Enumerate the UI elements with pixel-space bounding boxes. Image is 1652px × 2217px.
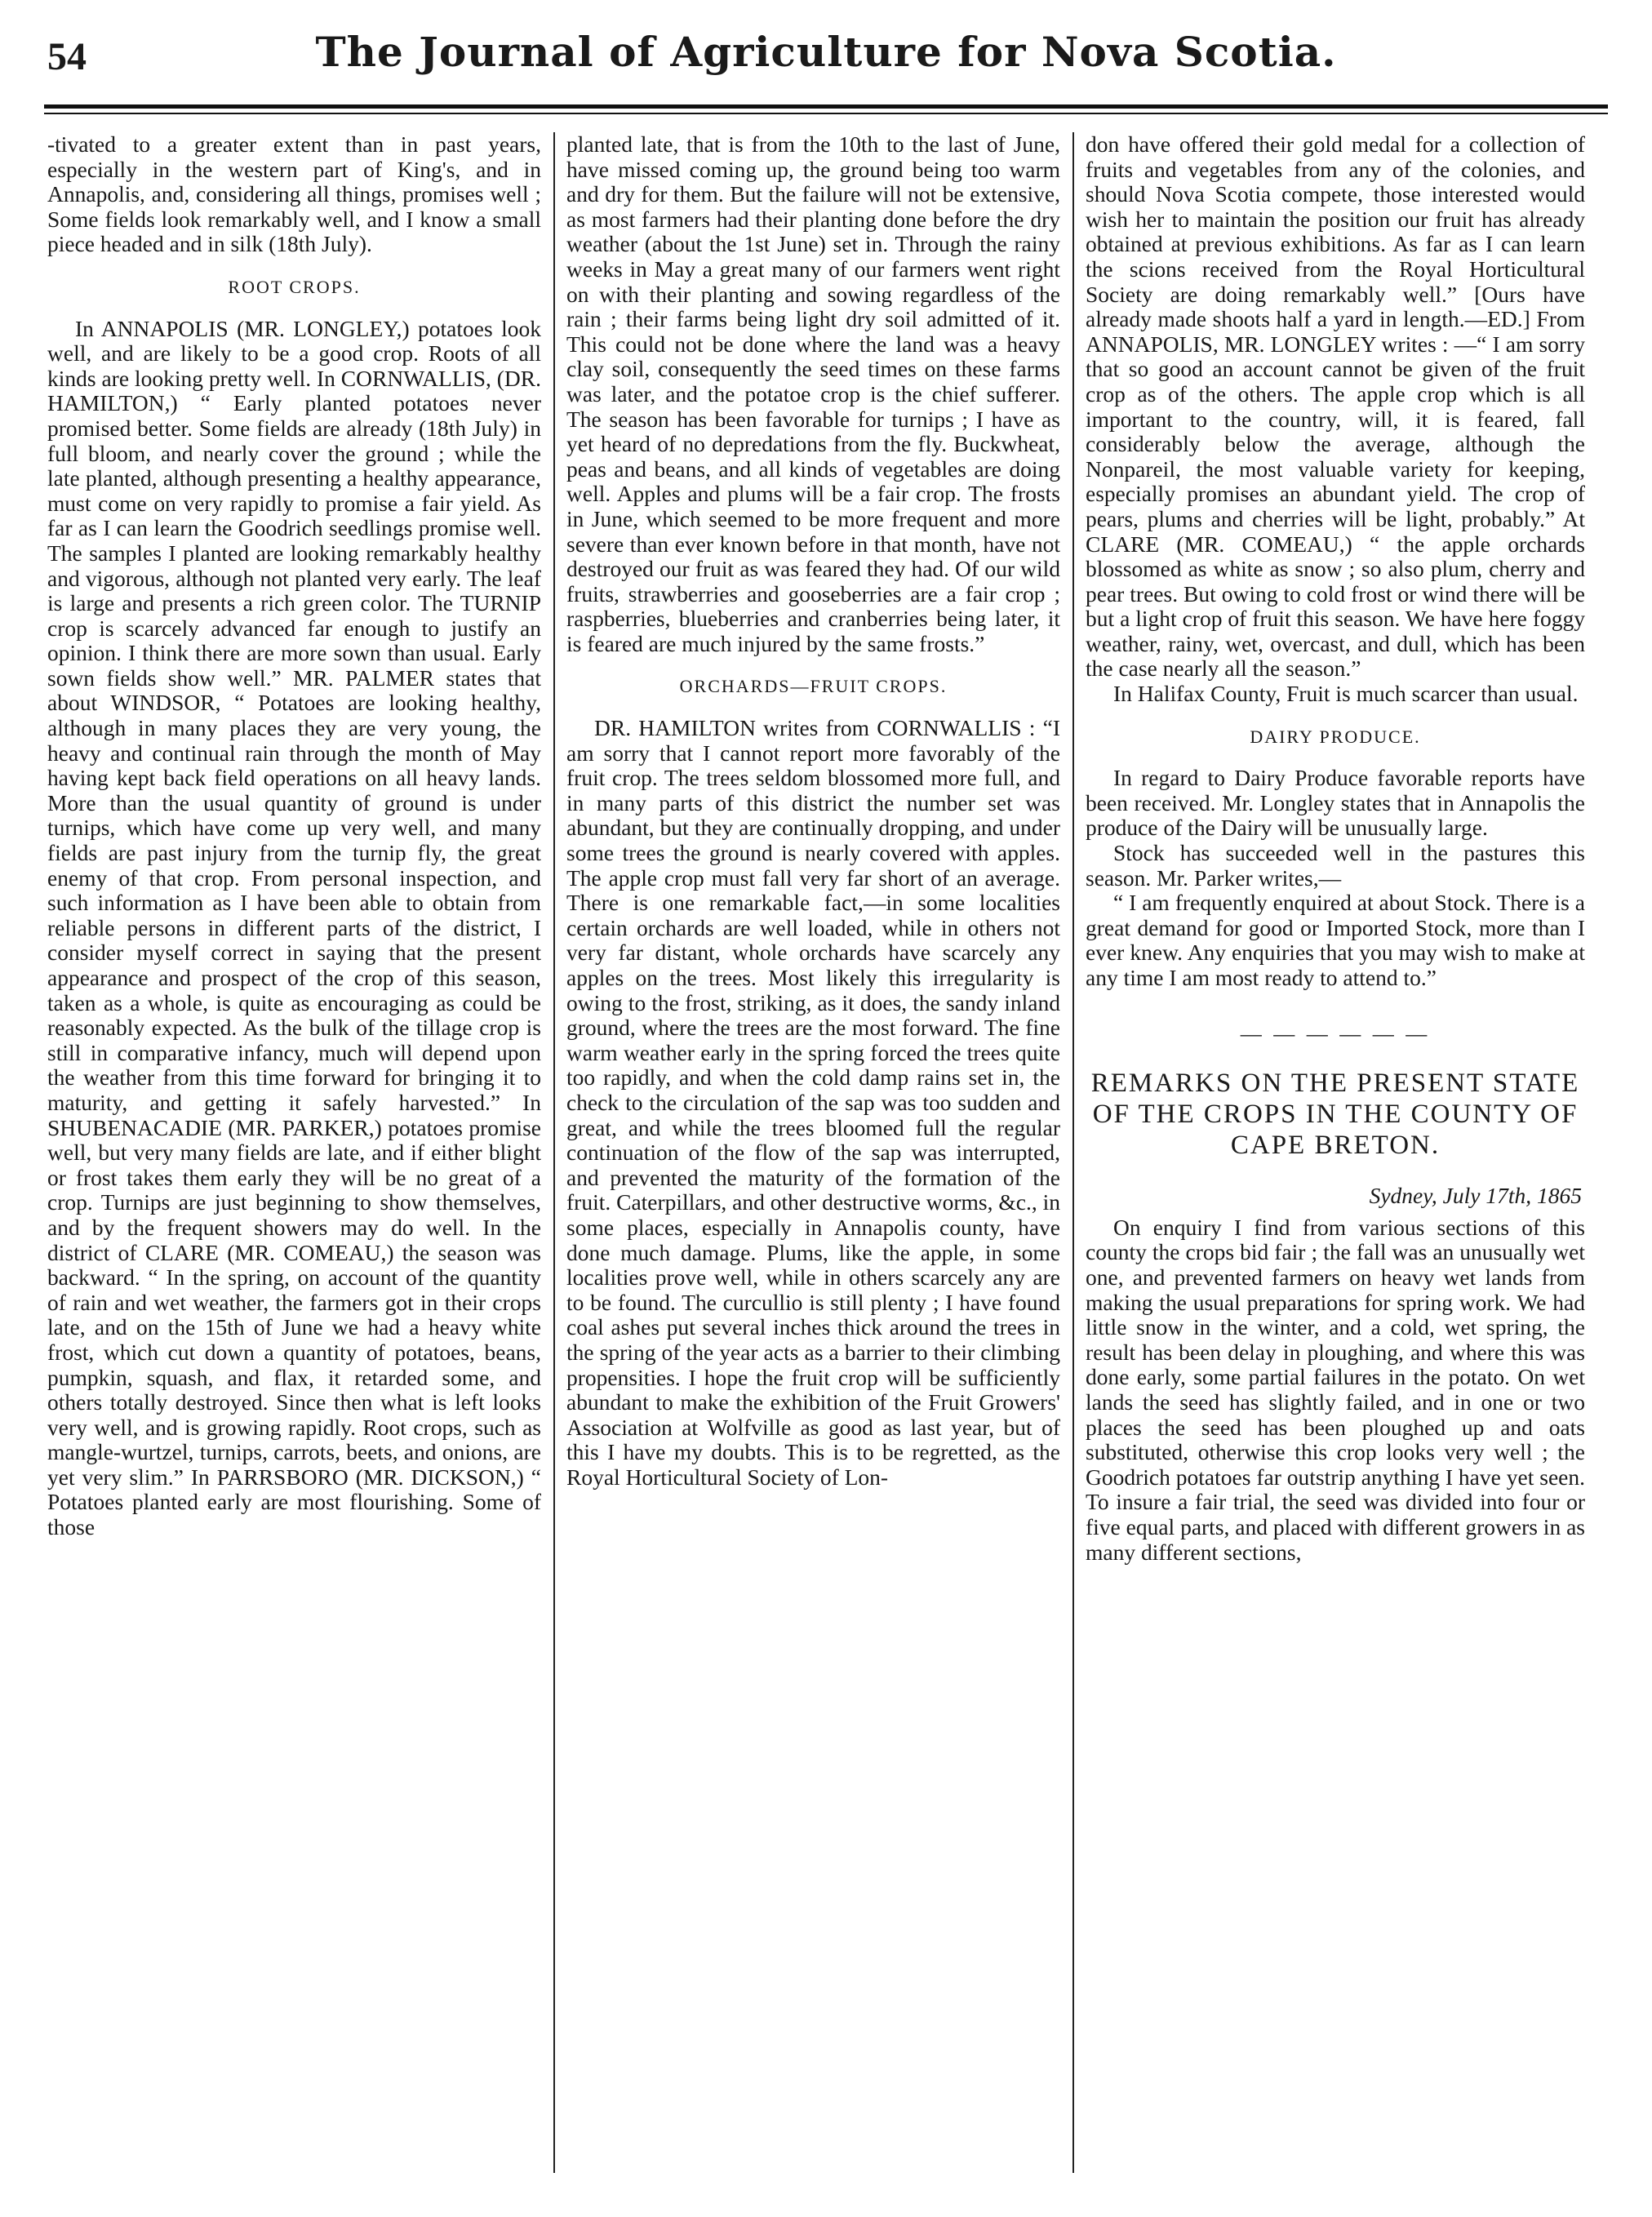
column-2 bbox=[566, 132, 1060, 2189]
header-rule-thick bbox=[44, 104, 1608, 109]
paragraph: DR. HAMILTON writes from CORNWALLIS : “I am sorry that I cannot report more favorably of the fruit crop. The trees seldom blossomed more full, and in many parts of this district the number set was abundant, but they are continually dropping, and under some trees the ground is nearly covered with apples. The apple crop must fall very far short of an average. There is one remarkable fact,—in some localities certain orchards are well loaded, while in others not very far distant, whole orchards have scarcely any apples on the trees. Most likely this irregularity is owing to the frost, striking, as it does, the sandy inland ground, where the trees are the most forward. The fine warm weather early in the spring forced the trees quite too rapidly, and when the cold damp rains set in, the check to the circulation of the sap was too sudden and great, and while the trees bloomed full the regular continuation of the flow of the sap was interrupted, and prevented the maturity of the formation of the fruit. Caterpillars, and other destructive worms, &c., in some places, especially in Annapolis county, have done much damage. Plums, like the apple, in some localities prove well, while in others scarcely any are to be found. The curcullio is still plenty ; I have found coal ashes put several inches thick around the trees in the spring of the year acts as a barrier to their climbing propensities. I hope the fruit crop will be sufficiently abundant to make the exhibition of the Fruit Growers' Association at Wolfville as good as last year, but of this I have my doubts. This is to be regretted, as the Royal Horticultural Society of Lon- bbox=[566, 715, 1060, 1490]
column-divider-right bbox=[1072, 132, 1074, 2173]
header-rule-thin bbox=[44, 113, 1608, 114]
paragraph: don have offered their gold medal for a collection of fruits and vegetables from any of the colonies, and should Nova Scotia compete, those interested would wish her to maintain the position our fruit has already obtained at previous exhibitions. As far as I can learn the scions received from the Royal Horticultural Society are doing remarkably well.” [Ours have already made shoots half a yard in length.—ED.] From ANNAPOLIS, MR. LONGLEY writes : —“ I am sorry that so good an account cannot be given of the fruit crop as of the others. The apple crop which is all important to the country, will, it is feared, fall considerably below the average, although the Nonpareil, the most valuable variety for keeping, especially promises an abundant yield. The crop of pears, plums and cherries will be light, probably.” At CLARE (MR. COMEAU,) “ the apple orchards blossomed as white as snow ; so also plum, cherry and pear trees. But owing to cold frost or wind there will be but a light crop of fruit this season. We have here foggy weather, rainy, wet, overcast, and dull, which has been the case nearly all the season.” bbox=[1086, 132, 1585, 682]
paragraph: In ANNAPOLIS (MR. LONGLEY,) potatoes look well, and are likely to be a good crop. Roots of all kinds are looking pretty well. In CORNWALLIS, (DR. HAMILTON,) “ Early planted potatoes never promised better. Some fields are already (18th July) in full bloom, and nearly cover the ground ; while the late planted, although presenting a healthy appearance, must come on very rapidly to promise a fair yield. As far as I can learn the Goodrich seedlings promise well. The samples I planted are looking remarkably healthy and vigorous, although not planted very early. The leaf is large and presents a rich green color. The TURNIP crop is scarcely advanced far enough to justify an opinion. I think there are more sown than usual. Early sown fields show well.” MR. PALMER states that about WINDSOR, “ Potatoes are looking healthy, although in many places they are very young, the heavy and continual rain through the month of May having kept back field operations on all heavy lands. More than the usual quantity of ground is under turnips, which have come up very well, and many fields are past injury from the turnip fly, the great enemy of that crop. From personal inspection, and such information as I have been able to obtain from reliable persons in different parts of the district, I consider myself correct in saying that the present appearance and prospect of the crop of this season, taken as a whole, is quite as encouraging as could be reasonably expected. As the bulk of the tillage crop is still in comparative infancy, much will depend upon the weather from this time forward for bringing it to maturity, and getting it safely harvested.” In SHUBENACADIE (MR. PARKER,) potatoes promise well, but very many fields are late, and if either blight or frost takes them early they will be no great of a crop. Turnips are just beginning to show themselves, and by the frequent showers may do well. In the district of CLARE (MR. COMEAU,) the season was backward. “ In the spring, on account of the quantity of rain and wet weather, the farmers got in their crops late, and on the 15th of June we had a heavy white frost, which cut down a quantity of potatoes, beans, pumpkin, squash, and flax, it retarded some, and others totally destroyed. Since then what is left looks very well, and is growing rapidly. Root crops, such as mangle-wurtzel, turnips, carrots, beets, and onions, are yet very slim.” In PARRSBORO (MR. DICKSON,) “ Potatoes planted early are most flourishing. Some of those bbox=[47, 315, 541, 1540]
section-heading-orchards: ORCHARDS—FRUIT CROPS. bbox=[679, 676, 948, 697]
paragraph: -tivated to a greater extent than in past years, especially in the western part of King's, and in Annapolis, and, considering all things, promises well ; Some fields look remarkably well, and I know a small piece headed and in silk (18th July). bbox=[47, 132, 541, 257]
paragraph: In Halifax County, Fruit is much scarcer than usual. bbox=[1113, 681, 1579, 707]
section-heading-root-crops: ROOT CROPS. bbox=[228, 276, 361, 297]
paragraph: planted late, that is from the 10th to the last of June, have missed coming up, the ground being too warm and dry for them. But the failure will not be extensive, as most farmers had their planting done before the dry weather (about the 1st June) set in. Through the rainy weeks in May a great many of our farmers went right on with their planting and sowing regardless of the rain ; their farms being light dry soil admitted of it. This could not be done where the land was a heavy clay soil, consequently the seed times on these farms was later, and the potatoe crop is the chief sufferer. The season has been favorable for turnips ; I have as yet heard of no depredations from the fly. Buckwheat, peas and beans, and all kinds of vegetables are doing well. Apples and plums will be a fair crop. The frosts in June, which seemed to be more frequent and more severe than ever known before in that month, have not destroyed our fruit as was feared they had. Of our wild fruits, strawberries and gooseberries are a fair crop ; raspberries, blueberries and cranberries being later, it is feared are much injured by the same frosts.” bbox=[566, 132, 1060, 656]
paragraph: “ I am frequently enquired at about Stock. There is a great demand for good or Imported Stock, more than I ever knew. Any enquiries that you may wish to make at any time I am most ready to attend to.” bbox=[1086, 890, 1585, 990]
column-3 bbox=[1086, 132, 1585, 2189]
section-heading-dairy: DAIRY PRODUCE. bbox=[1250, 726, 1421, 747]
page-number: 54 bbox=[47, 35, 87, 78]
column-1 bbox=[47, 132, 541, 2189]
paragraph: On enquiry I find from various sections of this county the crops bid fair ; the fall was an unusually wet one, and prevented farmers on heavy wet lands from making the usual preparations for spring work. We had little snow in the winter, and a cold, wet spring, the result has been delay in ploughing, and where this was done early, some partial failures in the potato. On wet lands the seed has slightly failed, and in one or two places the seed has been ploughed up and oats substituted, otherwise this crop looks very well ; the Goodrich potatoes far outstrip anything I have yet seen. To insure a fair trial, the seed was divided into four or five equal parts, and placed with different growers in as many different sections, bbox=[1086, 1214, 1585, 1565]
paragraph: In regard to Dairy Produce favorable reports have been received. Mr. Longley states that in Annapolis the produce of the Dairy will be unusually large. bbox=[1086, 765, 1585, 841]
running-title: The Journal of Agriculture for Nova Scotia. bbox=[315, 28, 1337, 76]
dateline: Sydney, July 17th, 1865 bbox=[1369, 1183, 1582, 1209]
article-title: REMARKS ON THE PRESENT STATE OF THE CROPS IN THE COUNTY OF CAPE BRETON. bbox=[1090, 1069, 1580, 1161]
paragraph: Stock has succeeded well in the pastures this season. Mr. Parker writes,— bbox=[1086, 840, 1585, 891]
column-divider-left bbox=[553, 132, 555, 2173]
section-separator: — — — — — — bbox=[1240, 1021, 1431, 1046]
